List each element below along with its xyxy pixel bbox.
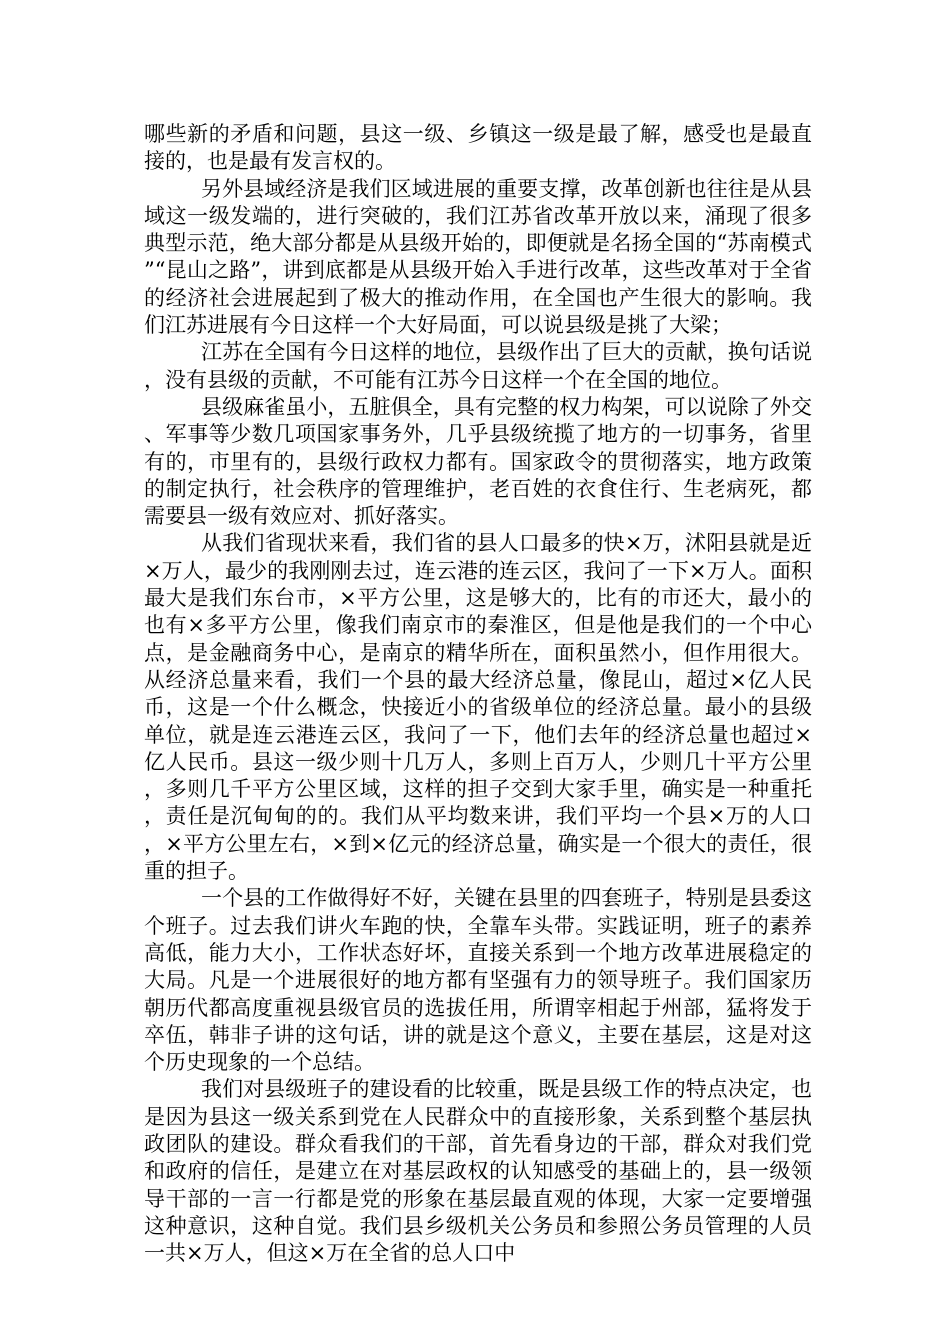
document-page [144, 121, 812, 1267]
paragraph-3: 江苏在全国有今日这样的地位，县级作出了巨大的贡献，换句话说，没有县级的贡献，不可能有江苏今日这样一个在全国的地位。 [144, 340, 812, 392]
paragraph-1: 哪些新的矛盾和问题，县这一级、乡镇这一级是最了解，感受也是最直接的，也是最有发言权的。 [144, 122, 812, 174]
paragraph-7: 我们对县级班子的建设看的比较重，既是县级工作的特点决定，也是因为县这一级关系到党在人民群众中的直接形象，关系到整个基层执政团队的建设。群众看我们的干部，首先看身边的干部，群众对我们党和政府的信任，是建立在对基层政权的认知感受的基础上的，县一级领导干部的一言一行都是党的形象在基层最直观的体现，大家一定要增强这种意识，这种自觉。我们县乡级机关公务员和参照公务员管理的人员一共×万人，但这×万在全省的总人口中 [144, 1077, 812, 1266]
paragraph-4: 县级麻雀虽小，五脏俱全，具有完整的权力构架，可以说除了外交、军事等少数几项国家事务外，几乎县级统揽了地方的一切事务，省里有的，市里有的，县级行政权力都有。国家政令的贯彻落实，地方政策的制定执行，社会秩序的管理维护，老百姓的衣食住行、生老病死，都需要县一级有效应对、抓好落实。 [144, 394, 812, 529]
paragraph-2: 另外县域经济是我们区域进展的重要支撑，改革创新也往往是从县域这一级发端的，进行突破的，我们江苏省改革开放以来，涌现了很多典型示范，绝大部分都是从县级开始的，即便就是名扬全国的“苏南模式”“昆山之路”，讲到底都是从县级开始入手进行改革，这些改革对于全省的经济社会进展起到了极大的推动作用，在全国也产生很大的影响。我们江苏进展有今日这样一个大好局面，可以说县级是挑了大梁； [144, 176, 812, 338]
paragraph-6: 一个县的工作做得好不好，关键在县里的四套班子，特别是县委这个班子。过去我们讲火车跑的快，全靠车头带。实践证明，班子的素养高低，能力大小，工作状态好坏，直接关系到一个地方改革进展稳定的大局。凡是一个进展很好的地方都有坚强有力的领导班子。我们国家历朝历代都高度重视县级官员的选拔任用，所谓宰相起于州部，猛将发于卒伍，韩非子讲的这句话，讲的就是这个意义，主要在基层，这是对这个历史现象的一个总结。 [144, 886, 812, 1075]
paragraph-5: 从我们省现状来看，我们省的县人口最多的快×万，沭阳县就是近×万人，最少的我刚刚去过，连云港的连云区，我问了一下×万人。面积最大是我们东台市，×平方公里，这是够大的，比有的市还大，最小的也有×多平方公里，像我们南京市的秦淮区，但是他是我们的一个中心点，是金融商务中心，是南京的精华所在，面积虽然小，但作用很大。从经济总量来看，我们一个县的最大经济总量，像昆山，超过×亿人民币，这是一个什么概念，快接近小的省级单位的经济总量。最小的县级单位，就是连云港连云区，我问了一下，他们去年的经济总量也超过×亿人民币。县这一级少则十几万人，多则上百万人，少则几十平方公里，多则几千平方公里区域，这样的担子交到大家手里，确实是一种重托，责任是沉甸甸的的。我们从平均数来讲，我们平均一个县×万的人口，×平方公里左右，×到×亿元的经济总量，确实是一个很大的责任，很重的担子。 [144, 531, 812, 884]
